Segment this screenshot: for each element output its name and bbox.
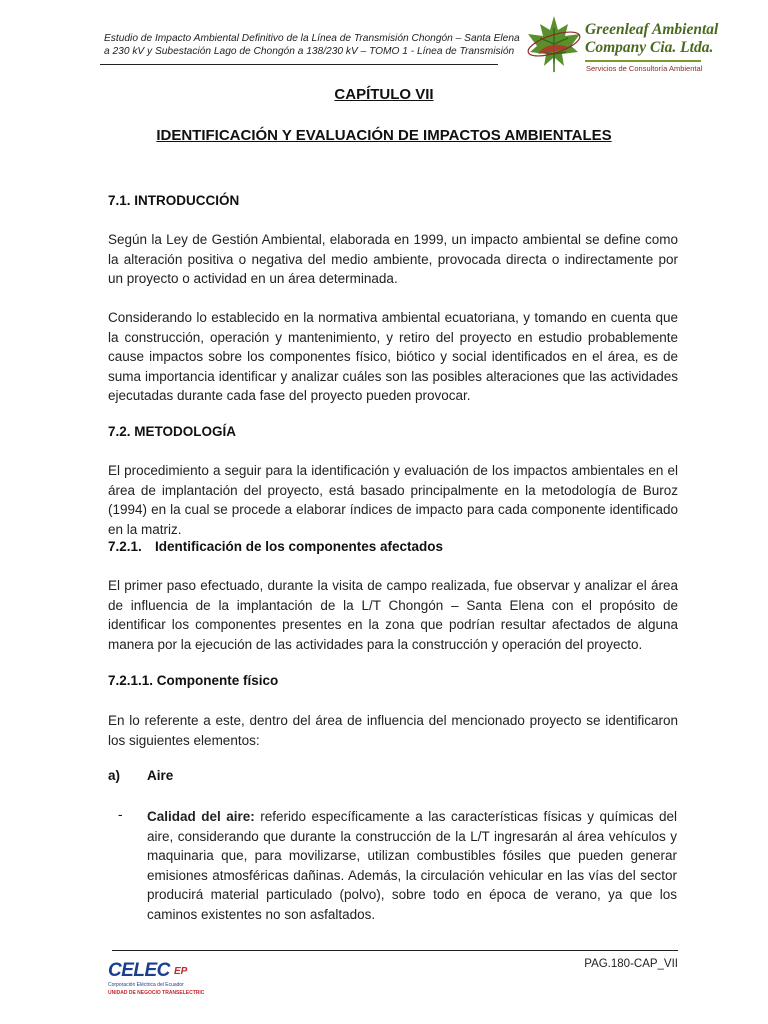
celec-logo: [108, 960, 228, 1006]
celec-unit: UNIDAD DE NEGOCIO TRANSELECTRIC: [108, 990, 205, 996]
section-heading-introduccion: 7.1. INTRODUCCIÓN: [108, 193, 240, 208]
list-item-aire: Aire: [147, 768, 174, 783]
subsection-number: 7.2.1.: [108, 539, 142, 554]
header-line-2: a 230 kV y Subestación Lago de Chongón a 138/230 kV – TOMO 1 - Línea de Transmisión: [104, 46, 515, 57]
section-heading-metodologia: 7.2. METODOLOGÍA: [108, 424, 237, 439]
company-tagline: Servicios de Consultoría Ambiental: [586, 64, 703, 73]
header-line-1: Estudio de Impacto Ambiental Definitivo de la Línea de Transmisión Chongón – Santa Elena: [104, 33, 520, 44]
page-number: PAG.180-CAP_VII: [584, 958, 678, 970]
list-item-marker: a): [108, 768, 121, 783]
paragraph-componente-fisico: En lo referente a este, dentro del área de influencia del mencionado proyecto se identificaron los siguientes elementos:: [108, 713, 678, 748]
footer-divider: [112, 950, 678, 951]
paragraph-metodologia: El procedimiento a seguir para la identificación y evaluación de los impactos ambientales en el área de implantación del proyecto, está basado principalmente en la metodología de Buroz (1994) en la cual se procede a elaborar índices de impacto para cada componente identificado en la matriz.: [108, 463, 678, 537]
company-name-line-2: Company Cia. Ltda.: [585, 39, 714, 56]
running-header: [104, 32, 520, 58]
bullet-dash: -: [118, 807, 123, 822]
bullet-term: Calidad del aire:: [147, 809, 255, 824]
paragraph-identificacion: El primer paso efectuado, durante la visita de campo realizada, fue observar y analizar el área de influencia de la implantación de la L/T Chongón – Santa Elena con el propósito de identificar los componentes presentes en la zona que podrían resultar afectados de alguna manera por la ejecución de las actividades para la construcción y operación del proyecto.: [108, 578, 678, 652]
logo-underline: [585, 60, 701, 62]
paragraph-intro-1: Según la Ley de Gestión Ambiental, elaborada en 1999, un impacto ambiental se define como la alteración positiva o negativa del medio ambiente, provocada directa o indirectamente por un proyecto o actividad en un área determinada.: [108, 232, 678, 286]
company-name-line-1: Greenleaf Ambiental: [585, 21, 719, 38]
bullet-calidad-aire: [147, 807, 677, 924]
company-name: [585, 21, 718, 57]
chapter-title: CAPÍTULO VII: [334, 86, 434, 103]
celec-ep-mark: EP: [174, 966, 188, 977]
page-title: IDENTIFICACIÓN Y EVALUACIÓN DE IMPACTOS AMBIENTALES: [156, 127, 612, 144]
subsubsection-heading: 7.2.1.1. Componente físico: [108, 673, 279, 688]
celec-subtitle: Corporación Eléctrica del Ecuador: [108, 982, 184, 988]
greenleaf-logo: [524, 12, 719, 78]
paragraph-intro-2: Considerando lo establecido en la normativa ambiental ecuatoriana, y tomando en cuenta que la construcción, operación y mantenimiento, y retiro del proyecto en estudio probablemente cause impactos sobre los componentes físico, biótico y social identificados en el área, es de suma importancia identificar y analizar cuáles son las posibles alteraciones que las actividades ejecutadas durante cada fase del proyecto pueden provocar.: [108, 310, 678, 403]
maple-leaf-icon: [524, 14, 584, 76]
bullet-body: referido específicamente a las características físicas y químicas del aire, considerando que durante la construcción de la L/T ingresarán al área vehículos y maquinaria que, para movilizarse, utilizan combustibles fósiles que pueden generar emisiones atmosféricas dañinas. Además, la circulación vehicular en las vías del sector producirá material particulado (polvo), sobre todo en época de verano, ya que los caminos existentes no son asfaltados.: [147, 809, 677, 922]
header-divider: [100, 64, 498, 65]
celec-wordmark: CELEC: [108, 960, 170, 981]
subsection-heading: Identificación de los componentes afectados: [155, 539, 444, 554]
